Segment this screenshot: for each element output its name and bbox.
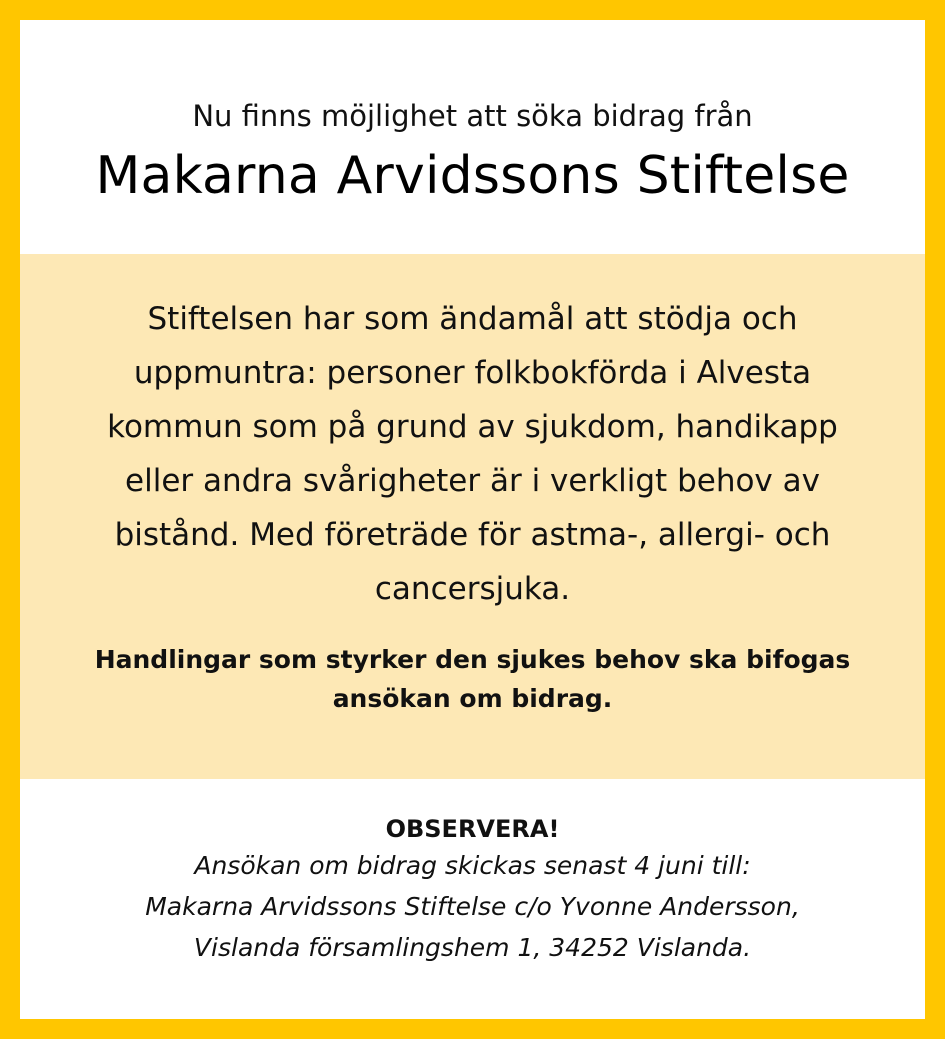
documents-note: Handlingar som styrker den sjukes behov ska bifogas ansökan om bidrag. (94, 645, 851, 713)
header-section (20, 20, 925, 254)
notice-recipient-line: Makarna Arvidssons Stiftelse c/o Yvonne Andersson, (145, 892, 800, 921)
notice-section (20, 779, 925, 1019)
notice-address-line: Vislanda församlingshem 1, 34252 Vislanda. (193, 933, 752, 962)
foundation-title: Makarna Arvidssons Stiftelse (95, 146, 850, 206)
purpose-text: Stiftelsen har som ändamål att stödja och uppmuntra: personer folkbokförda i Alvesta kommun som på grund av sjukdom, handikapp eller andra svårigheter är i verkligt behov av bistånd. Med företräde för astma-, allergi- och cancersjuka. (107, 301, 838, 607)
intro-text: Nu finns möjlighet att söka bidrag från (192, 99, 753, 133)
notice-deadline-line: Ansökan om bidrag skickas senast 4 juni till: (194, 851, 751, 880)
purpose-panel (20, 254, 925, 779)
notice-heading: OBSERVERA! (385, 815, 560, 843)
